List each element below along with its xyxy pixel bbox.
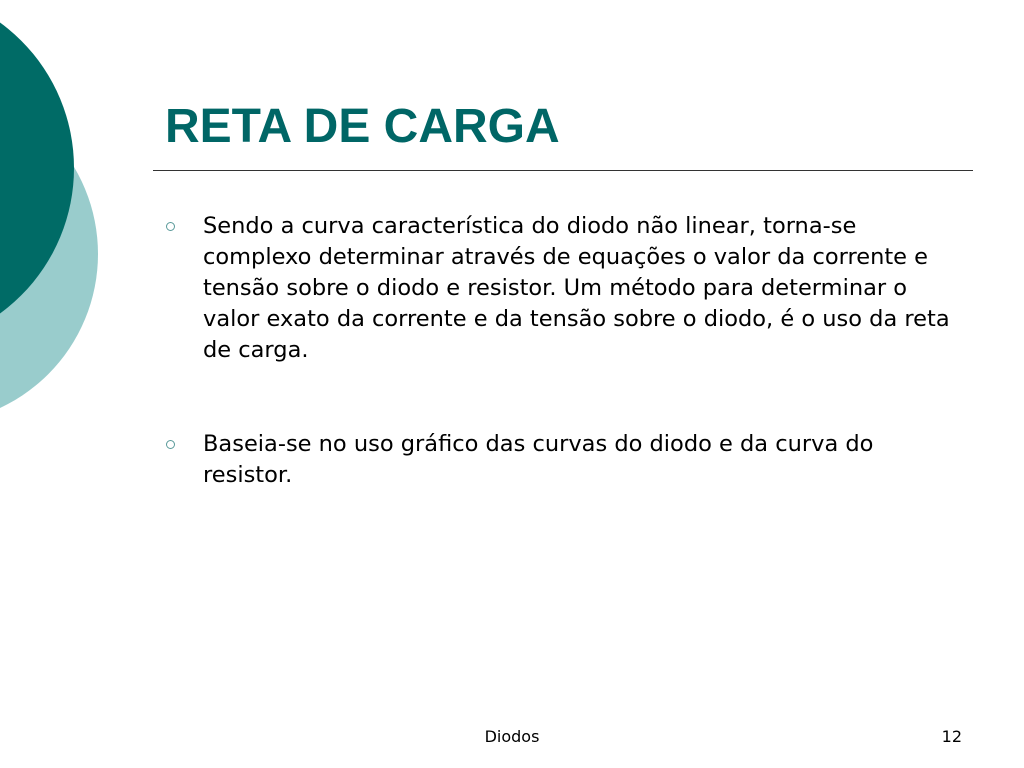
bullet-list <box>163 211 963 554</box>
hollow-circle-bullet-icon <box>166 222 175 231</box>
footer-label: Diodos <box>484 727 540 746</box>
page-number: 12 <box>941 727 962 746</box>
slide-title: RETA DE CARGA <box>165 100 560 153</box>
title-divider <box>153 170 973 171</box>
bullet-item <box>163 211 963 366</box>
bullet-item <box>163 429 963 491</box>
bullet-text: Baseia-se no uso gráfico das curvas do diodo e da curva do resistor. <box>203 431 874 488</box>
hollow-circle-bullet-icon <box>166 440 175 449</box>
bullet-text: Sendo a curva característica do diodo não linear, torna-se complexo determinar através de equações o valor da corrente e tensão sobre o diodo e resistor. Um método para determinar o valor exato da corrente e da tensão sobre o diodo, é o uso da reta de carga. <box>203 213 950 363</box>
decorative-circles <box>0 0 120 420</box>
